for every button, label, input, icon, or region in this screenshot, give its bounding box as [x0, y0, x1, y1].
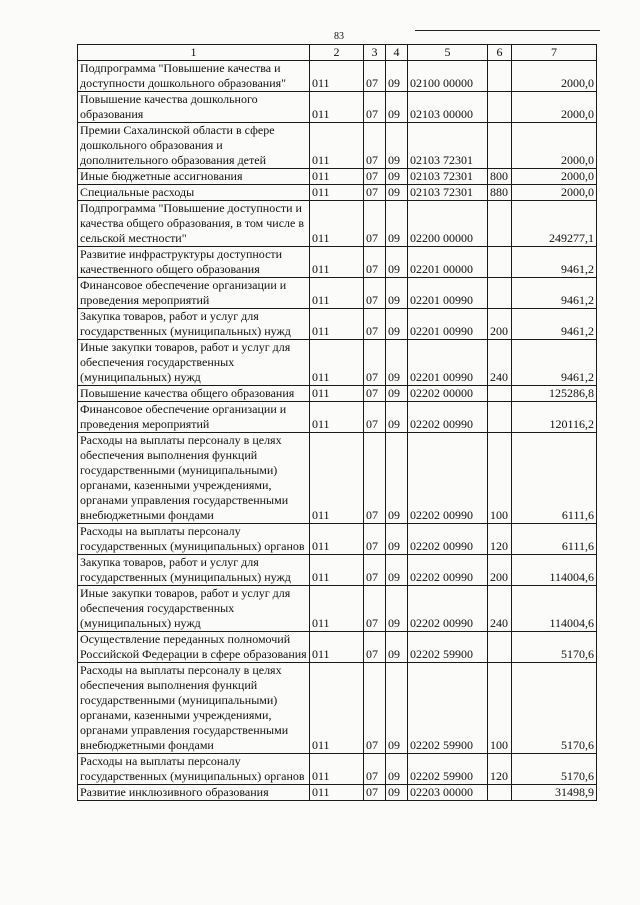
row-target-article: 02202 00990 [408, 524, 488, 555]
row-name: Финансовое обеспечение организации и проведения мероприятий [78, 402, 310, 433]
row-amount: 2000,0 [512, 169, 597, 185]
row-target-article: 02202 00990 [408, 402, 488, 433]
row-expense-type [488, 402, 512, 433]
row-amount: 31498,9 [512, 785, 597, 801]
table-row [78, 247, 597, 278]
row-target-article: 02201 00990 [408, 278, 488, 309]
row-ministry-code: 011 [310, 340, 364, 386]
row-ministry-code: 011 [310, 785, 364, 801]
row-target-article: 02200 00000 [408, 201, 488, 247]
row-target-article: 02201 00990 [408, 309, 488, 340]
table-row [78, 402, 597, 433]
row-subsection-code: 09 [386, 433, 408, 524]
row-section-code: 07 [364, 433, 386, 524]
table-row [78, 663, 597, 754]
col-header-expense-type: 6 [488, 45, 512, 61]
table-row [78, 92, 597, 123]
table-row [78, 386, 597, 402]
row-ministry-code: 011 [310, 632, 364, 663]
row-expense-type: 800 [488, 169, 512, 185]
row-target-article: 02201 00000 [408, 247, 488, 278]
row-amount: 5170,6 [512, 632, 597, 663]
row-name: Расходы на выплаты персоналу в целях обеспечения выполнения функций государственными (муниципальными) органами, казенными учреждениями, органами управления государственными внебюджетными фондами [78, 433, 310, 524]
row-amount: 6111,6 [512, 524, 597, 555]
row-section-code: 07 [364, 663, 386, 754]
table-row [78, 169, 597, 185]
row-target-article: 02202 00990 [408, 433, 488, 524]
row-expense-type: 120 [488, 754, 512, 785]
col-header-amount: 7 [512, 45, 597, 61]
table-row [78, 309, 597, 340]
row-subsection-code: 09 [386, 785, 408, 801]
row-section-code: 07 [364, 247, 386, 278]
row-amount: 2000,0 [512, 123, 597, 169]
row-target-article: 02103 72301 [408, 123, 488, 169]
row-target-article: 02103 72301 [408, 185, 488, 201]
row-target-article: 02202 59900 [408, 663, 488, 754]
row-expense-type [488, 123, 512, 169]
row-subsection-code: 09 [386, 340, 408, 386]
row-section-code: 07 [364, 785, 386, 801]
row-subsection-code: 09 [386, 386, 408, 402]
row-expense-type [488, 247, 512, 278]
row-subsection-code: 09 [386, 61, 408, 92]
row-expense-type: 120 [488, 524, 512, 555]
row-subsection-code: 09 [386, 169, 408, 185]
row-ministry-code: 011 [310, 524, 364, 555]
row-name: Закупка товаров, работ и услуг для государственных (муниципальных) нужд [78, 309, 310, 340]
table-row [78, 61, 597, 92]
row-ministry-code: 011 [310, 586, 364, 632]
row-target-article: 02100 00000 [408, 61, 488, 92]
row-amount: 2000,0 [512, 92, 597, 123]
table-row [78, 754, 597, 785]
row-amount: 9461,2 [512, 309, 597, 340]
row-subsection-code: 09 [386, 247, 408, 278]
row-section-code: 07 [364, 586, 386, 632]
row-subsection-code: 09 [386, 201, 408, 247]
row-section-code: 07 [364, 201, 386, 247]
table-row [78, 185, 597, 201]
row-target-article: 02103 00000 [408, 92, 488, 123]
row-amount: 5170,6 [512, 663, 597, 754]
row-subsection-code: 09 [386, 278, 408, 309]
row-target-article: 02202 59900 [408, 754, 488, 785]
row-name: Финансовое обеспечение организации и проведения мероприятий [78, 278, 310, 309]
row-subsection-code: 09 [386, 632, 408, 663]
row-ministry-code: 011 [310, 61, 364, 92]
row-section-code: 07 [364, 92, 386, 123]
row-amount: 9461,2 [512, 247, 597, 278]
table-row [78, 123, 597, 169]
row-target-article: 02202 00990 [408, 586, 488, 632]
row-expense-type [488, 61, 512, 92]
table-row [78, 340, 597, 386]
row-name: Осуществление переданных полномочий Российской Федерации в сфере образования [78, 632, 310, 663]
top-rule [415, 30, 600, 31]
row-expense-type: 100 [488, 663, 512, 754]
row-expense-type: 200 [488, 555, 512, 586]
row-ministry-code: 011 [310, 278, 364, 309]
row-expense-type [488, 386, 512, 402]
row-amount: 114004,6 [512, 586, 597, 632]
row-ministry-code: 011 [310, 92, 364, 123]
header-row [78, 45, 597, 61]
row-target-article: 02202 59900 [408, 632, 488, 663]
col-header-subsection: 4 [386, 45, 408, 61]
row-name: Подпрограмма "Повышение доступности и качества общего образования, в том числе в сельской местности" [78, 201, 310, 247]
row-name: Расходы на выплаты персоналу государственных (муниципальных) органов [78, 524, 310, 555]
row-name: Развитие инклюзивного образования [78, 785, 310, 801]
row-subsection-code: 09 [386, 555, 408, 586]
row-section-code: 07 [364, 185, 386, 201]
row-section-code: 07 [364, 123, 386, 169]
row-name: Подпрограмма "Повышение качества и доступности дошкольного образования" [78, 61, 310, 92]
row-expense-type: 100 [488, 433, 512, 524]
row-name: Специальные расходы [78, 185, 310, 201]
row-subsection-code: 09 [386, 663, 408, 754]
row-ministry-code: 011 [310, 754, 364, 785]
row-amount: 249277,1 [512, 201, 597, 247]
row-target-article: 02202 00000 [408, 386, 488, 402]
row-subsection-code: 09 [386, 402, 408, 433]
row-subsection-code: 09 [386, 524, 408, 555]
table-row [78, 586, 597, 632]
row-section-code: 07 [364, 754, 386, 785]
row-name: Развитие инфраструктуры доступности качественного общего образования [78, 247, 310, 278]
row-subsection-code: 09 [386, 92, 408, 123]
row-name: Иные закупки товаров, работ и услуг для обеспечения государственных (муниципальных) нужд [78, 586, 310, 632]
row-section-code: 07 [364, 386, 386, 402]
row-name: Премии Сахалинской области в сфере дошкольного образования и дополнительного образования детей [78, 123, 310, 169]
row-amount: 2000,0 [512, 61, 597, 92]
row-target-article: 02202 00990 [408, 555, 488, 586]
row-expense-type [488, 92, 512, 123]
row-amount: 2000,0 [512, 185, 597, 201]
table-row [78, 433, 597, 524]
row-expense-type: 240 [488, 586, 512, 632]
row-expense-type [488, 785, 512, 801]
row-expense-type [488, 278, 512, 309]
row-name: Повышение качества общего образования [78, 386, 310, 402]
row-ministry-code: 011 [310, 309, 364, 340]
row-section-code: 07 [364, 169, 386, 185]
row-amount: 9461,2 [512, 340, 597, 386]
row-ministry-code: 011 [310, 201, 364, 247]
table-row [78, 201, 597, 247]
row-amount: 120116,2 [512, 402, 597, 433]
row-name: Закупка товаров, работ и услуг для государственных (муниципальных) нужд [78, 555, 310, 586]
row-section-code: 07 [364, 632, 386, 663]
col-header-ministry: 2 [310, 45, 364, 61]
row-expense-type: 240 [488, 340, 512, 386]
row-ministry-code: 011 [310, 247, 364, 278]
col-header-name: 1 [78, 45, 310, 61]
col-header-target: 5 [408, 45, 488, 61]
row-expense-type: 880 [488, 185, 512, 201]
row-amount: 125286,8 [512, 386, 597, 402]
row-target-article: 02103 72301 [408, 169, 488, 185]
row-section-code: 07 [364, 340, 386, 386]
row-name: Расходы на выплаты персоналу государственных (муниципальных) органов [78, 754, 310, 785]
row-name: Повышение качества дошкольного образования [78, 92, 310, 123]
table-row [78, 632, 597, 663]
row-target-article: 02203 00000 [408, 785, 488, 801]
row-subsection-code: 09 [386, 123, 408, 169]
row-subsection-code: 09 [386, 309, 408, 340]
row-amount: 6111,6 [512, 433, 597, 524]
row-section-code: 07 [364, 278, 386, 309]
row-ministry-code: 011 [310, 386, 364, 402]
col-header-section: 3 [364, 45, 386, 61]
row-section-code: 07 [364, 555, 386, 586]
row-name: Расходы на выплаты персоналу в целях обеспечения выполнения функций государственными (муниципальными) органами, казенными учреждениями, органами управления государственными внебюджетными фондами [78, 663, 310, 754]
row-target-article: 02201 00990 [408, 340, 488, 386]
row-section-code: 07 [364, 309, 386, 340]
row-subsection-code: 09 [386, 754, 408, 785]
row-subsection-code: 09 [386, 586, 408, 632]
row-section-code: 07 [364, 61, 386, 92]
row-section-code: 07 [364, 402, 386, 433]
row-ministry-code: 011 [310, 123, 364, 169]
row-name: Иные закупки товаров, работ и услуг для обеспечения государственных (муниципальных) нужд [78, 340, 310, 386]
row-amount: 5170,6 [512, 754, 597, 785]
table-row [78, 555, 597, 586]
row-expense-type: 200 [488, 309, 512, 340]
row-expense-type [488, 632, 512, 663]
row-expense-type [488, 201, 512, 247]
table-row [78, 278, 597, 309]
row-ministry-code: 011 [310, 555, 364, 586]
page-number: 83 [334, 31, 344, 42]
row-ministry-code: 011 [310, 663, 364, 754]
row-amount: 9461,2 [512, 278, 597, 309]
row-ministry-code: 011 [310, 169, 364, 185]
row-ministry-code: 011 [310, 433, 364, 524]
row-ministry-code: 011 [310, 402, 364, 433]
table-row [78, 524, 597, 555]
row-section-code: 07 [364, 524, 386, 555]
row-subsection-code: 09 [386, 185, 408, 201]
row-amount: 114004,6 [512, 555, 597, 586]
row-name: Иные бюджетные ассигнования [78, 169, 310, 185]
row-ministry-code: 011 [310, 185, 364, 201]
table-row [78, 785, 597, 801]
budget-table [77, 44, 597, 801]
